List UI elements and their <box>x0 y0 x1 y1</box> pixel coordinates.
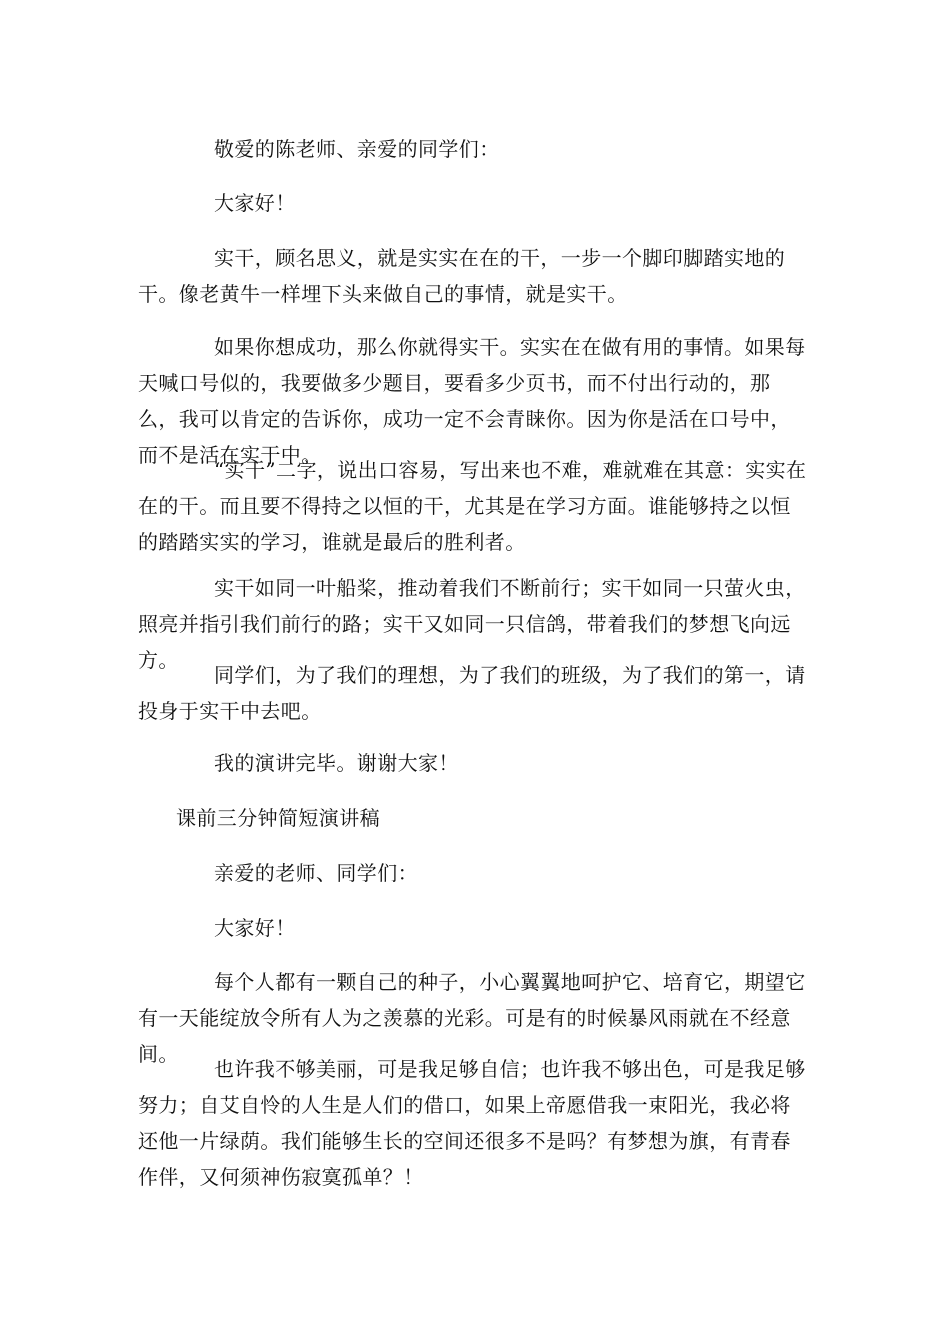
greeting: 大家好！ <box>214 191 296 215</box>
paragraph: 如果你想成功，那么你就得实干。实实在在做有用的事情。如果每天喊口号似的，我要做多少题目，要看多少页书，而不付出行动的，那么，我可以肯定的告诉你，成功一定不会青睐你。因为你是活在口号中，而不是活在实干中。 <box>138 335 806 467</box>
greeting: 大家好！ <box>214 916 296 940</box>
salutation: 亲爱的老师、同学们： <box>214 861 418 885</box>
paragraph: 每个人都有一颗自己的种子，小心翼翼地呵护它、培育它，期望它有一天能绽放令所有人为之羡慕的光彩。可是有的时候暴风雨就在不经意间。 <box>138 970 806 1066</box>
closing: 我的演讲完毕。谢谢大家！ <box>214 751 459 775</box>
paragraph: 实干如同一叶船桨，推动着我们不断前行；实干如同一只萤火虫，照亮并指引我们前行的路；实干又如同一只信鸽，带着我们的梦想飞向远方。 <box>138 576 806 672</box>
salutation: 敬爱的陈老师、亲爱的同学们： <box>214 137 500 161</box>
paragraph: 同学们，为了我们的理想，为了我们的班级，为了我们的第一，请投身于实干中去吧。 <box>138 663 806 723</box>
paragraph: “实干”二字，说出口容易，写出来也不难，难就难在其意：实实在在的干。而且要不得持之以恒的干，尤其是在学习方面。谁能够持之以恒的踏踏实实的学习，谁就是最后的胜利者。 <box>138 458 807 554</box>
section-title: 课前三分钟简短演讲稿 <box>176 806 380 830</box>
paragraph: 实干，顾名思义，就是实实在在的干，一步一个脚印脚踏实地的干。像老黄牛一样埋下头来做自己的事情，就是实干。 <box>138 246 786 306</box>
paragraph: 也许我不够美丽，可是我足够自信；也许我不够出色，可是我足够努力；自艾自怜的人生是人们的借口，如果上帝愿借我一束阳光，我必将还他一片绿荫。我们能够生长的空间还很多不是吗？有梦想为旗，有青春作伴，又何须神伤寂寞孤单？！ <box>138 1057 806 1189</box>
